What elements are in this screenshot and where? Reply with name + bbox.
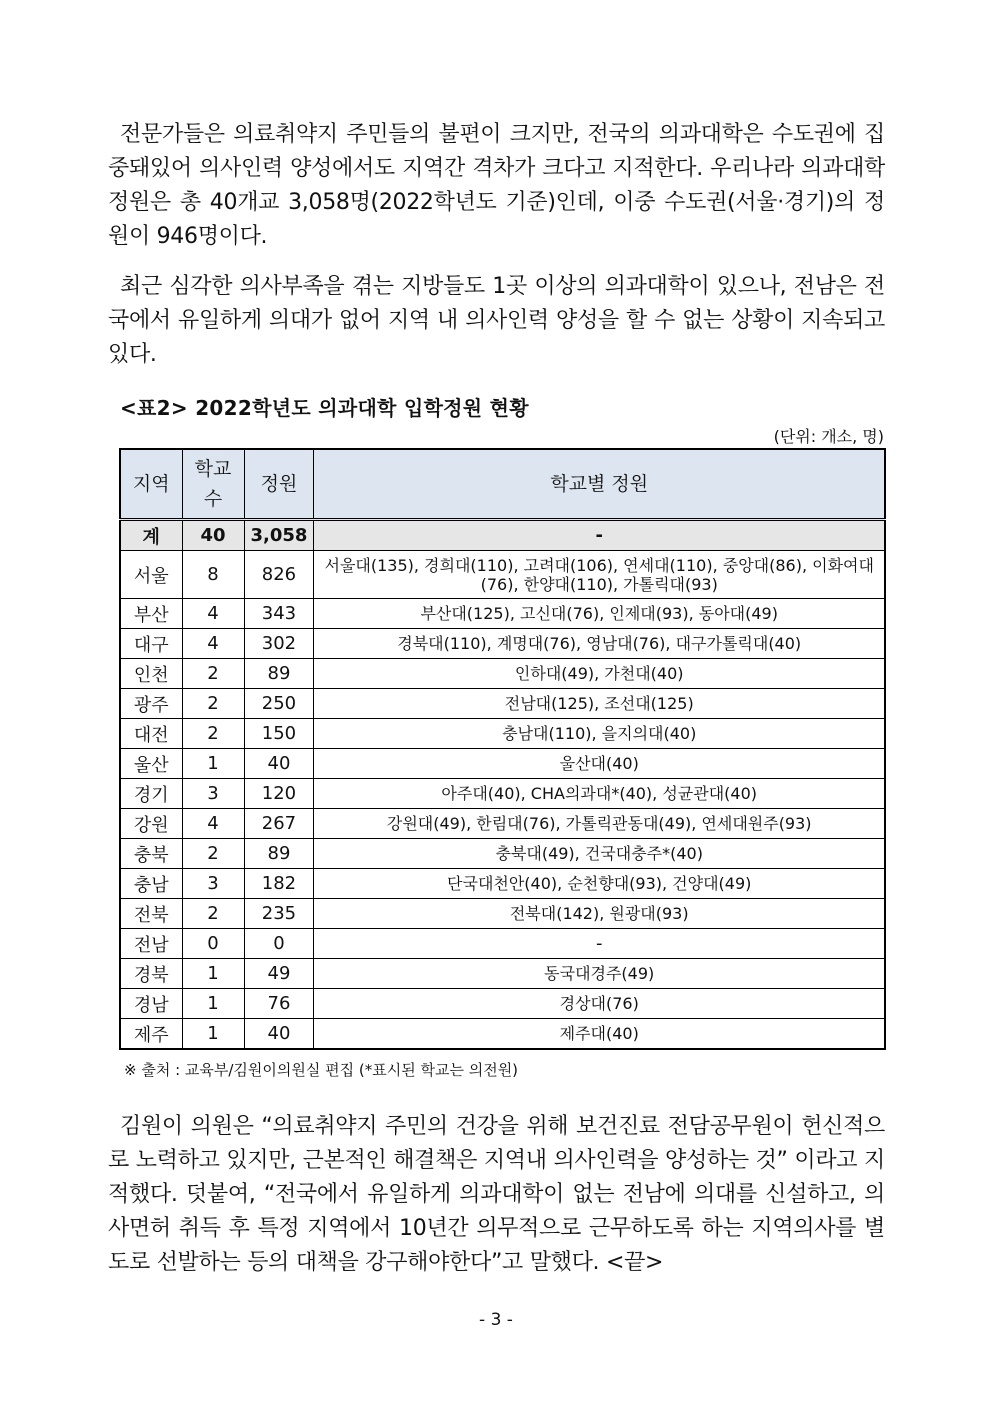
header-quota: 정원 bbox=[244, 449, 314, 520]
row-schools: 전남대(125), 조선대(125) bbox=[314, 689, 885, 719]
total-count: 40 bbox=[182, 520, 244, 551]
row-count: 1 bbox=[182, 1019, 244, 1050]
header-school-count-line1: 학교 bbox=[194, 458, 232, 480]
row-count: 3 bbox=[182, 779, 244, 809]
row-count: 2 bbox=[182, 689, 244, 719]
row-count: 4 bbox=[182, 629, 244, 659]
row-count: 1 bbox=[182, 989, 244, 1019]
row-region: 경북 bbox=[120, 959, 182, 989]
total-row bbox=[120, 520, 885, 551]
table-row bbox=[120, 929, 885, 959]
row-quota: 40 bbox=[244, 749, 314, 779]
row-quota: 40 bbox=[244, 1019, 314, 1050]
row-quota: 120 bbox=[244, 779, 314, 809]
header-school-count bbox=[182, 449, 244, 520]
table-row bbox=[120, 689, 885, 719]
row-quota: 302 bbox=[244, 629, 314, 659]
row-schools: 인하대(49), 가천대(40) bbox=[314, 659, 885, 689]
row-region: 서울 bbox=[120, 551, 182, 599]
row-count: 0 bbox=[182, 929, 244, 959]
row-schools: 아주대(40), CHA의과대*(40), 성균관대(40) bbox=[314, 779, 885, 809]
row-region: 전북 bbox=[120, 899, 182, 929]
row-count: 2 bbox=[182, 899, 244, 929]
table-row bbox=[120, 629, 885, 659]
row-schools: 서울대(135), 경희대(110), 고려대(106), 연세대(110), 중앙대(86), 이화여대(76), 한양대(110), 가톨릭대(93) bbox=[314, 551, 885, 599]
row-region: 전남 bbox=[120, 929, 182, 959]
table-row bbox=[120, 899, 885, 929]
row-count: 8 bbox=[182, 551, 244, 599]
row-quota: 89 bbox=[244, 659, 314, 689]
row-quota: 826 bbox=[244, 551, 314, 599]
paragraph-conclusion: 김원이 의원은 “의료취약지 주민의 건강을 위해 보건진료 전담공무원이 헌신적으로 노력하고 있지만, 근본적인 해결책은 지역내 의사인력을 양성하는 것” 이라고 지적했다. 덧붙여, “전국에서 유일하게 의과대학이 없는 전남에 의대를 신설하고, 의사면허 취득 후 특정 지역에서 10년간 의무적으로 근무하도록 하는 지역의사를 별도로 선발하는 등의 대책을 강구해야한다”고 말했다. <끝> bbox=[108, 1114, 885, 1275]
row-schools: 울산대(40) bbox=[314, 749, 885, 779]
row-quota: 182 bbox=[244, 869, 314, 899]
row-count: 2 bbox=[182, 659, 244, 689]
row-schools: 전북대(142), 원광대(93) bbox=[314, 899, 885, 929]
row-quota: 235 bbox=[244, 899, 314, 929]
row-schools: 제주대(40) bbox=[314, 1019, 885, 1050]
row-schools: 부산대(125), 고신대(76), 인제대(93), 동아대(49) bbox=[314, 599, 885, 629]
row-schools: 경상대(76) bbox=[314, 989, 885, 1019]
row-region: 경남 bbox=[120, 989, 182, 1019]
table-row bbox=[120, 659, 885, 689]
row-region: 강원 bbox=[120, 809, 182, 839]
table-row bbox=[120, 749, 885, 779]
row-region: 부산 bbox=[120, 599, 182, 629]
table-row bbox=[120, 839, 885, 869]
table-row bbox=[120, 869, 885, 899]
row-count: 4 bbox=[182, 599, 244, 629]
table-source-note: ※ 출처 : 교육부/김원이의원실 편집 (*표시된 학교는 의전원) bbox=[124, 1061, 519, 1079]
row-region: 대전 bbox=[120, 719, 182, 749]
header-school-count-line2: 수 bbox=[203, 488, 223, 510]
row-region: 인천 bbox=[120, 659, 182, 689]
header-region: 지역 bbox=[120, 449, 182, 520]
table-unit: (단위: 개소, 명) bbox=[773, 427, 884, 446]
row-quota: 49 bbox=[244, 959, 314, 989]
row-schools: - bbox=[314, 929, 885, 959]
row-quota: 267 bbox=[244, 809, 314, 839]
row-count: 2 bbox=[182, 839, 244, 869]
table-row bbox=[120, 959, 885, 989]
row-quota: 343 bbox=[244, 599, 314, 629]
row-quota: 150 bbox=[244, 719, 314, 749]
table-row bbox=[120, 719, 885, 749]
row-schools: 충북대(49), 건국대충주*(40) bbox=[314, 839, 885, 869]
row-region: 광주 bbox=[120, 689, 182, 719]
table-row bbox=[120, 779, 885, 809]
row-quota: 89 bbox=[244, 839, 314, 869]
row-region: 대구 bbox=[120, 629, 182, 659]
paragraph-jeonnam: 최근 심각한 의사부족을 겪는 지방들도 1곳 이상의 의과대학이 있으나, 전남은 전국에서 유일하게 의대가 없어 지역 내 의사인력 양성을 할 수 없는 상황이 지속되고 있다. bbox=[108, 274, 885, 367]
row-count: 4 bbox=[182, 809, 244, 839]
row-quota: 76 bbox=[244, 989, 314, 1019]
table-row bbox=[120, 1019, 885, 1050]
row-count: 2 bbox=[182, 719, 244, 749]
page-number: - 3 - bbox=[479, 1310, 513, 1330]
header-school-quota: 학교별 정원 bbox=[314, 449, 885, 520]
table-row bbox=[120, 599, 885, 629]
table-header-row bbox=[120, 449, 885, 520]
row-region: 제주 bbox=[120, 1019, 182, 1050]
row-region: 울산 bbox=[120, 749, 182, 779]
quota-table bbox=[119, 448, 886, 1050]
total-region: 계 bbox=[120, 520, 182, 551]
row-region: 경기 bbox=[120, 779, 182, 809]
row-schools: 단국대천안(40), 순천향대(93), 건양대(49) bbox=[314, 869, 885, 899]
row-count: 1 bbox=[182, 959, 244, 989]
row-region: 충남 bbox=[120, 869, 182, 899]
total-quota: 3,058 bbox=[244, 520, 314, 551]
table-row bbox=[120, 551, 885, 599]
table-caption: <표2> 2022학년도 의과대학 입학정원 현황 bbox=[120, 396, 529, 420]
row-count: 1 bbox=[182, 749, 244, 779]
row-schools: 강원대(49), 한림대(76), 가톨릭관동대(49), 연세대원주(93) bbox=[314, 809, 885, 839]
row-schools: 경북대(110), 계명대(76), 영남대(76), 대구가톨릭대(40) bbox=[314, 629, 885, 659]
row-quota: 0 bbox=[244, 929, 314, 959]
row-schools: 동국대경주(49) bbox=[314, 959, 885, 989]
row-schools: 충남대(110), 을지의대(40) bbox=[314, 719, 885, 749]
total-schools: - bbox=[314, 520, 885, 551]
row-quota: 250 bbox=[244, 689, 314, 719]
table-row bbox=[120, 989, 885, 1019]
table-row bbox=[120, 809, 885, 839]
row-count: 3 bbox=[182, 869, 244, 899]
paragraph-intro: 전문가들은 의료취약지 주민들의 불편이 크지만, 전국의 의과대학은 수도권에 집중돼있어 의사인력 양성에서도 지역간 격차가 크다고 지적한다. 우리나라 의과대학 정원은 총 40개교 3,058명(2022학년도 기준)인데, 이중 수도권(서울·경기)의 정원이 946명이다. bbox=[108, 122, 885, 249]
row-region: 충북 bbox=[120, 839, 182, 869]
